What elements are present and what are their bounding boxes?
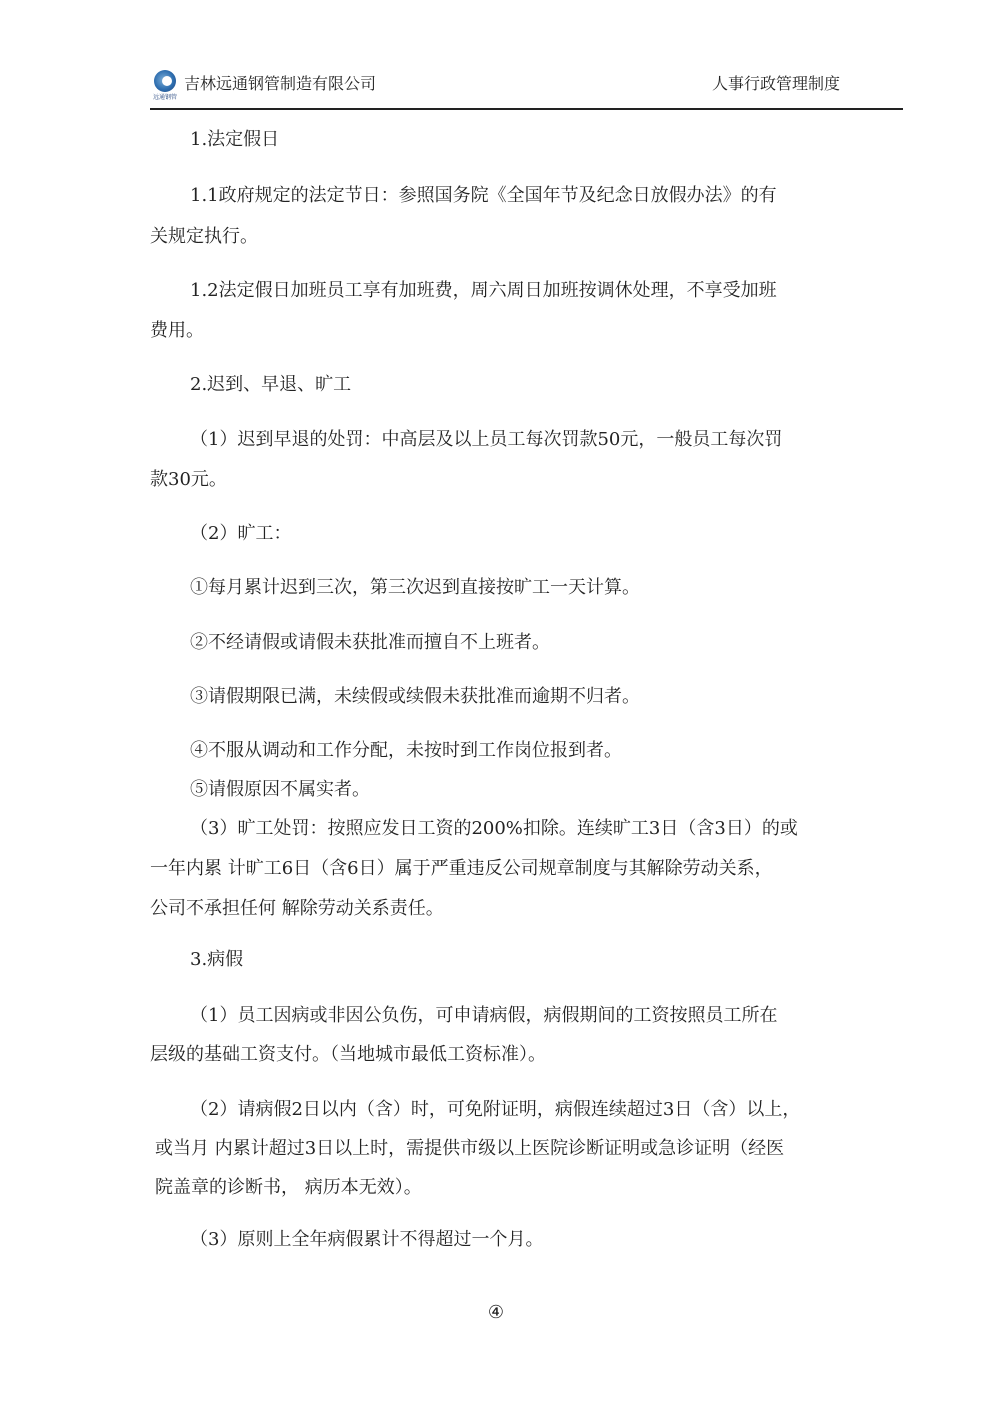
page-header [150,68,903,108]
paragraph-line: 院盖章的诊断书， 病历本无效）。 [155,1177,422,1198]
list-item: ③请假期限已满，未续假或续假未获批准而逾期不归者。 [190,686,640,707]
logo-circle-icon [154,70,176,92]
paragraph-line: （2）旷工： [190,523,292,544]
paragraph-line: 1.1政府规定的法定节日：参照国务院《全国年节及纪念日放假办法》的有 [190,185,777,206]
paragraph-line: 1.2法定假日加班员工享有加班费，周六周日加班按调休处理，不享受加班 [190,280,777,301]
section-heading-attendance: 2.迟到、早退、旷工 [190,374,352,395]
list-item: ④不服从调动和工作分配，未按时到工作岗位报到者。 [190,740,622,761]
section-heading-sick-leave: 3.病假 [190,949,244,970]
company-logo [150,68,180,102]
paragraph-line: （3）旷工处罚：按照应发日工资的200%扣除。连续旷工3日（含3日）的或 [190,818,798,839]
company-name: 吉林远通钢管制造有限公司 [184,74,377,93]
logo-text: 远通钢管 [152,94,177,101]
header-divider [150,108,903,110]
paragraph-line: （3）原则上全年病假累计不得超过一个月。 [190,1229,544,1250]
paragraph-line: 关规定执行。 [150,226,258,247]
section-heading-holidays: 1.法定假日 [190,129,280,150]
list-item: ①每月累计迟到三次，第三次迟到直接按旷工一天计算。 [190,577,640,598]
list-item: ②不经请假或请假未获批准而擅自不上班者。 [190,632,550,653]
list-item: ⑤请假原因不属实者。 [190,779,370,800]
paragraph-line: 款30元。 [150,469,227,490]
page-number: ④ [487,1302,505,1323]
paragraph-line: （1）员工因病或非因公负伤，可申请病假，病假期间的工资按照员工所在 [190,1005,778,1026]
paragraph-line: 或当月 内累计超过3日以上时，需提供市级以上医院诊断证明或急诊证明（经医 [155,1138,785,1159]
paragraph-line: 层级的基础工资支付。（当地城市最低工资标准）。 [150,1044,546,1065]
paragraph-line: （1）迟到早退的处罚：中高层及以上员工每次罚款50元，一般员工每次罚 [190,429,783,450]
paragraph-line: （2）请病假2日以内（含）时，可免附证明，病假连续超过3日（含）以上， [190,1099,801,1120]
paragraph-line: 公司不承担任何 解除劳动关系责任。 [150,898,444,919]
paragraph-line: 一年内累 计旷工6日（含6日）属于严重违反公司规章制度与其解除劳动关系， [150,858,773,879]
paragraph-line: 费用。 [150,320,204,341]
document-title: 人事行政管理制度 [711,74,840,93]
